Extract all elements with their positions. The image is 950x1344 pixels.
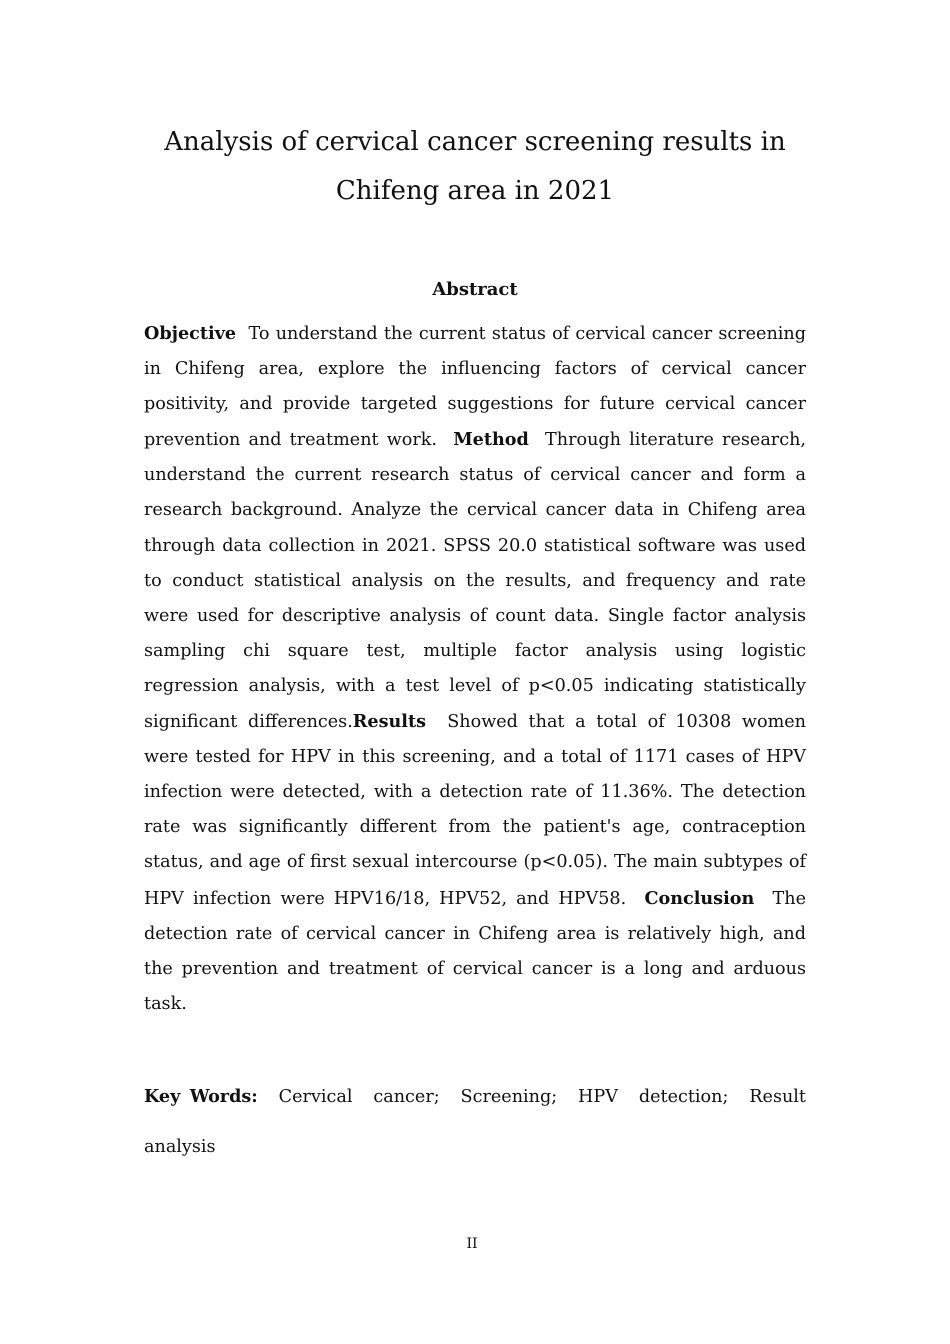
keywords-label: Key Words: (144, 1086, 258, 1107)
method-text: Through literature research, understand the current research status of cervical cancer and form a research background. Analyze the cervical cancer data in Chifeng area through data collection in 2021. SPSS 20.0 statistical software was used to conduct statistical analysis on the results, and frequency and rate were used for descriptive analysis of count data. Single factor analysis sampling chi square test, multiple factor analysis using logistic regression analysis, with a test level of p<0.05 indicating statistically significant differences. (144, 430, 806, 733)
paper-title-line-2: Chifeng area in 2021 (335, 176, 615, 206)
conclusion-text: The detection rate of cervical cancer in Chifeng area is relatively high, and the prevention and treatment of cervical cancer is a long and arduous task. (144, 888, 807, 1014)
conclusion-label: Conclusion (644, 887, 755, 909)
page-number (0, 1234, 950, 1254)
abstract-body (144, 316, 806, 1022)
objective-text: To understand the current status of cervical cancer screening in Chifeng area, explore the influencing factors of cervical cancer positivity, and provide targeted suggestions for future cervical cancer prevention and treatment work. (144, 324, 806, 451)
keywords-text: Cervical cancer; Screening; HPV detection; Result analysis (144, 1087, 806, 1157)
method-label: Method (453, 429, 529, 451)
paper-title (0, 118, 950, 216)
results-label: Results (352, 711, 427, 733)
paper-title-line-1: Analysis of cervical cancer screening results in (164, 127, 786, 157)
page-number-value: II (466, 1236, 478, 1252)
abstract-heading: Abstract (432, 279, 518, 300)
objective-label: Objective (144, 323, 237, 344)
keywords (144, 1072, 806, 1172)
results-text: Showed that a total of 10308 women were tested for HPV in this screening, and a total of 1171 cases of HPV infection were detected, with a detection rate of 11.36%. The detection rate was significantly different from the patient's age, contraception status, and age of first sexual intercourse (p<0.05). The main subtypes of HPV infection were HPV16/18, HPV52, and HPV58. (144, 712, 806, 909)
